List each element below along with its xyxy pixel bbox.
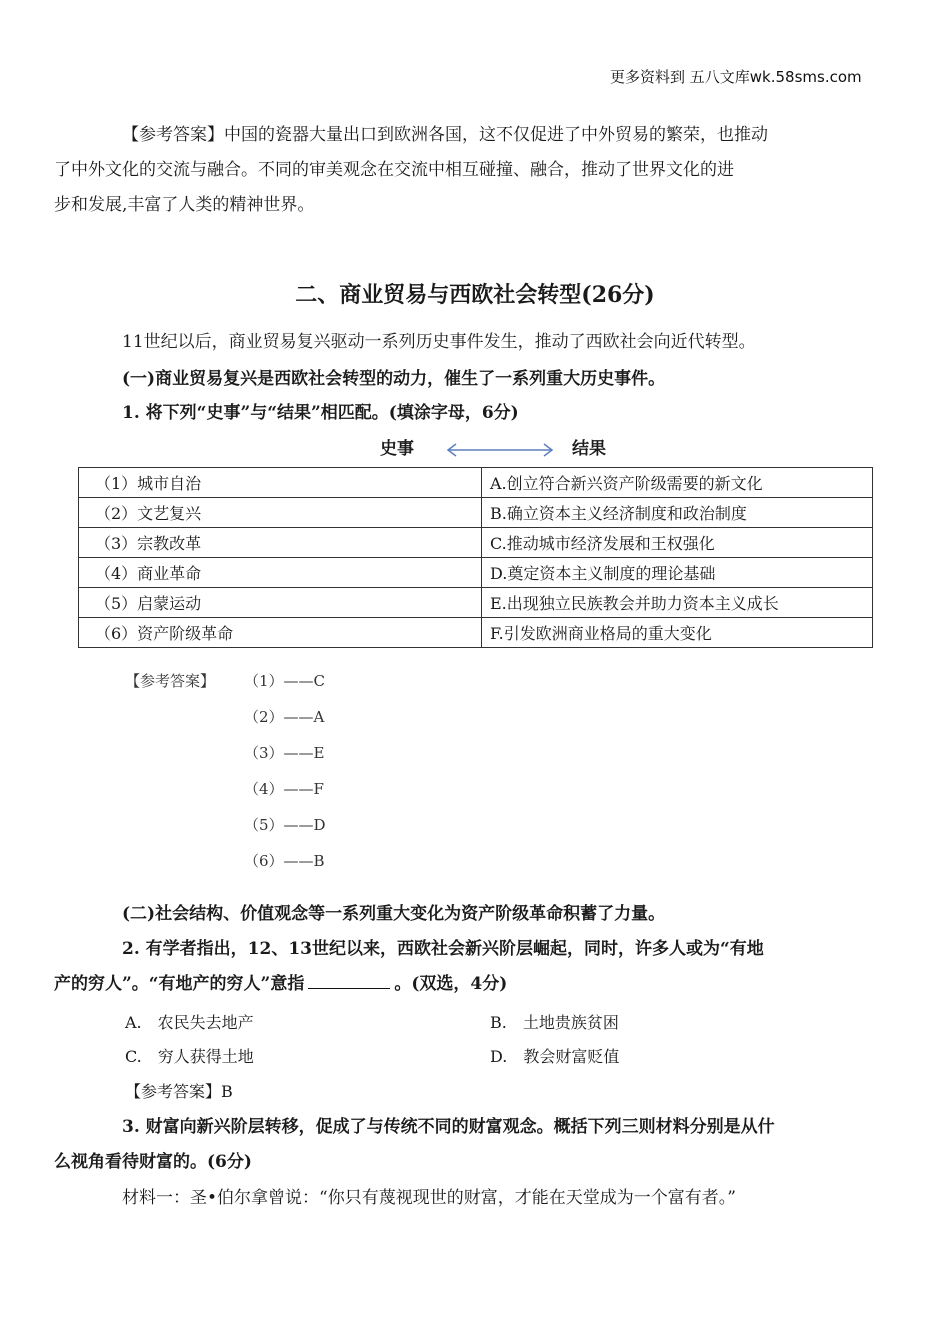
q1-answer-item: （6）——B xyxy=(244,852,325,870)
result-cell: E.出现独立民族教会并助力资本主义成长 xyxy=(482,588,873,618)
q3-material-1: 材料一：圣•伯尔拿曾说：“你只有蔑视现世的财富，才能在天堂成为一个富有者。” xyxy=(122,1188,736,1208)
q2-line-2-start: 产的穷人”。“有地产的穷人”意指 xyxy=(54,974,305,994)
q1-answer-item: （2）——A xyxy=(244,708,325,726)
header-link[interactable]: 更多资料到 五八文库wk.58sms.com xyxy=(610,68,862,86)
result-cell: D.奠定资本主义制度的理论基础 xyxy=(482,558,873,588)
double-arrow-icon xyxy=(444,441,556,459)
intro-text: 11世纪以后，商业贸易复兴驱动一系列历史事件发生，推动了西欧社会向近代转型。 xyxy=(122,332,756,352)
results-header: 结果 xyxy=(572,439,606,459)
q2-prompt xyxy=(54,932,863,1002)
event-cell: （4）商业革命 xyxy=(79,558,482,588)
table-row xyxy=(79,498,873,528)
q1-answer-label: 【参考答案】 xyxy=(125,672,216,690)
event-cell: （6）资产阶级革命 xyxy=(79,618,482,648)
option-b[interactable]: B. 土地贵族贫困 xyxy=(490,1013,619,1032)
q3-line-1: 3. 财富向新兴阶层转移，促成了与传统不同的财富观念。概括下列三则材料分别是从什 xyxy=(122,1117,775,1137)
table-row xyxy=(79,558,873,588)
q3-line-2: 么视角看待财富的。(6分) xyxy=(54,1152,252,1172)
result-cell: C.推动城市经济发展和王权强化 xyxy=(482,528,873,558)
q1-answer-item: （5）——D xyxy=(244,816,326,834)
table-row xyxy=(79,468,873,498)
option-c[interactable]: C. 穷人获得土地 xyxy=(125,1047,254,1066)
event-cell: （1）城市自治 xyxy=(79,468,482,498)
result-cell: F.引发欧洲商业格局的重大变化 xyxy=(482,618,873,648)
q1-answer-item: （1）——C xyxy=(244,672,326,690)
answer-blank[interactable] xyxy=(308,972,390,989)
q2-line-1: 2. 有学者指出，12、13世纪以来，西欧社会新兴阶层崛起，同时，许多人或为“有地 xyxy=(122,939,764,959)
answer-paragraph xyxy=(54,118,863,223)
q1-answer-item: （4）——F xyxy=(244,780,324,798)
event-cell: （2）文艺复兴 xyxy=(79,498,482,528)
answer-line-1: 【参考答案】中国的瓷器大量出口到欧洲各国，这不仅促进了中外贸易的繁荣，也推动 xyxy=(122,125,768,145)
event-cell: （5）启蒙运动 xyxy=(79,588,482,618)
part1-heading: (一)商业贸易复兴是西欧社会转型的动力，催生了一系列重大历史事件。 xyxy=(122,369,666,389)
result-cell: B.确立资本主义经济制度和政治制度 xyxy=(482,498,873,528)
table-row xyxy=(79,588,873,618)
q2-answer: 【参考答案】B xyxy=(125,1082,233,1101)
matching-table xyxy=(78,467,873,648)
q1-prompt: 1. 将下列“史事”与“结果”相匹配。(填涂字母，6分) xyxy=(122,403,519,423)
option-a[interactable]: A. 农民失去地产 xyxy=(125,1013,254,1032)
part2-heading: (二)社会结构、价值观念等一系列重大变化为资产阶级革命积蓄了力量。 xyxy=(122,904,666,924)
result-cell: A.创立符合新兴资产阶级需要的新文化 xyxy=(482,468,873,498)
option-d[interactable]: D. 教会财富贬值 xyxy=(490,1047,620,1066)
q1-answer-item: （3）——E xyxy=(244,744,325,762)
answer-line-3: 步和发展,丰富了人类的精神世界。 xyxy=(54,195,315,215)
event-cell: （3）宗教改革 xyxy=(79,528,482,558)
q3-prompt xyxy=(54,1110,863,1180)
section-title: 二、商业贸易与西欧社会转型(26分) xyxy=(295,282,655,308)
q2-line-2-end: 。(双选，4分) xyxy=(394,974,508,994)
table-row xyxy=(79,618,873,648)
events-header: 史事 xyxy=(380,439,414,459)
table-row xyxy=(79,528,873,558)
answer-line-2: 了中外文化的交流与融合。不同的审美观念在交流中相互碰撞、融合，推动了世界文化的进 xyxy=(54,160,734,180)
